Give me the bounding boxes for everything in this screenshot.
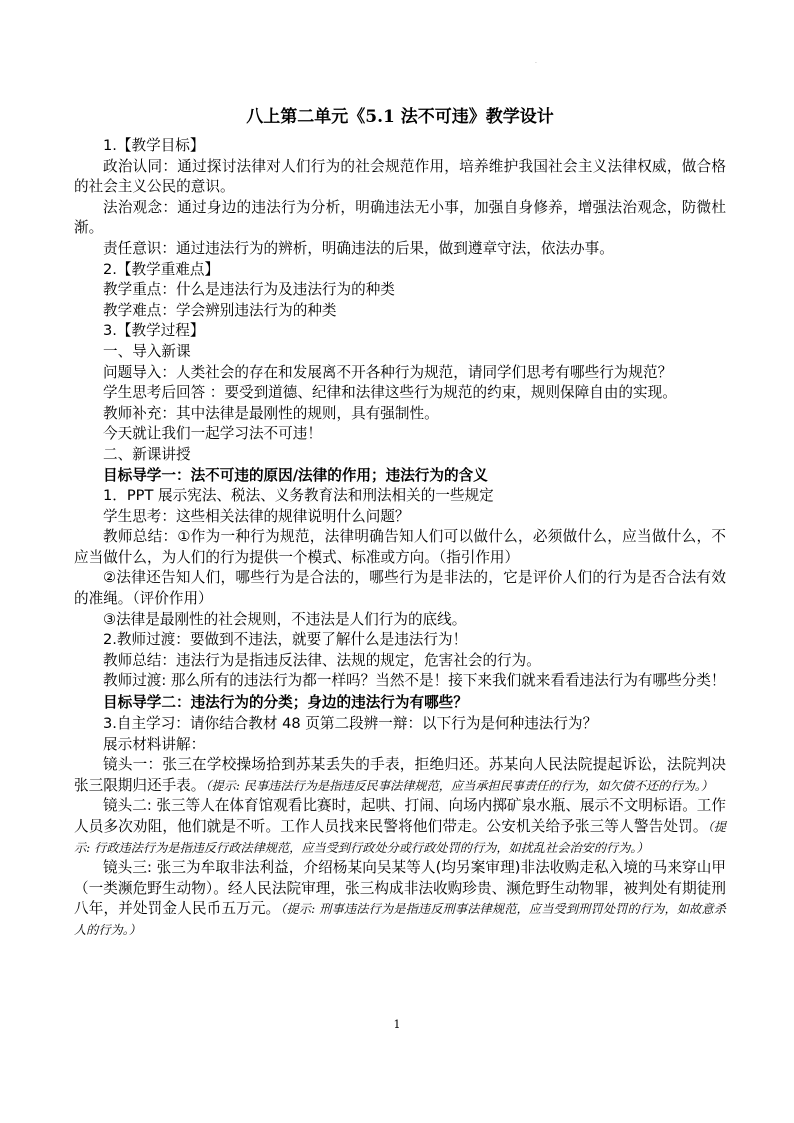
case-two-hint: （提示: 行政违法行为是指违反行政法律规范，应当受到行政处分或行政处罚的行为，如扰乱社会治安的行为。） xyxy=(74,820,726,855)
goal-political: 政治认同：通过探讨法律对人们行为的社会规范作用，培养维护我国社会主义法律权威，做合格的社会主义公民的意识。 xyxy=(74,157,726,196)
guide-one-summary-2: ②法律还告知人们，哪些行为是合法的，哪些行为是非法的，它是评价人们的行为是否合法有效的准绳。（评价作用） xyxy=(74,569,726,608)
intro-teacher: 教师补充：其中法律是最刚性的规则，具有强制性。 xyxy=(103,404,439,422)
case-one-hint: （提示: 民事违法行为是指违反民事法律规范，应当承担民事责任的行为，如欠债不还的行为。） xyxy=(205,778,714,793)
case-one xyxy=(74,755,726,796)
guide-one-summary-3: ③法律是最刚性的社会规则，不违法是人们行为的底线。 xyxy=(103,610,467,628)
intro-answer: 学生思考后回答 ：要受到道德、纪律和法律这些行为规范的约束，规则保障自由的实现。 xyxy=(103,384,677,402)
intro-today: 今天就让我们一起学习法不可违！ xyxy=(103,425,322,443)
keys-heading: 2.【教学重难点】 xyxy=(103,260,220,278)
guide-one-think: 学生思考：这些相关法律的规律说明什么问题？ xyxy=(103,507,410,525)
process-heading: 3.【教学过程】 xyxy=(103,322,205,340)
scan-mark: · xyxy=(535,60,537,67)
difficult-point: 教学难点：学会辨别违法行为的种类 xyxy=(103,301,337,319)
case-three-hint: （提示: 刑事违法行为是指违反刑事法律规范，应当受到刑罚处罚的行为，如故意杀人的行为。） xyxy=(74,902,726,937)
section-new-lesson: 二、新课讲授 xyxy=(103,445,191,463)
guide-two-heading: 目标导学二：违法行为的分类；身边的违法行为有哪些？ xyxy=(103,694,468,712)
case-two-text: 镜头二: 张三等人在体育馆观看比赛时，起哄、打闹、向场内掷矿泉水瓶、展示不文明标语。工作人员多次劝阻，他们就是不听。工作人员找来民警将他们带走。公安机关给予张三等人警告处罚。 xyxy=(74,797,726,835)
document-body xyxy=(74,104,726,941)
guide-two-show: 展示材料讲解： xyxy=(103,735,206,753)
case-three xyxy=(74,858,726,940)
guide-one-definition: 教师总结：违法行为是指违反法律、法规的规定，危害社会的行为。 xyxy=(103,651,541,669)
goals-heading: 1.【教学目标】 xyxy=(103,137,205,154)
guide-one-ppt: 1．PPT 展示宪法、税法、义务教育法和刑法相关的一些规定 xyxy=(103,487,494,505)
goal-responsibility: 责任意识：通过违法行为的辨析，明确违法的后果，做到遵章守法，依法办事。 xyxy=(103,239,614,257)
case-one-text: 镜头一：张三在学校操场拾到苏某丢失的手表，拒绝归还。苏某向人民法院提起诉讼，法院判决张三限期归还手表。 xyxy=(74,756,726,794)
case-two xyxy=(74,796,726,858)
guide-one-transition: 2.教师过渡：要做到不违法，就要了解什么是违法行为！ xyxy=(103,631,468,649)
guide-one-summary-1: 教师总结：①作为一种行为规范，法律明确告知人们可以做什么，必须做什么，应当做什么，不应当做什么，为人们的行为提供一个模式、标准或方向。（指引作用） xyxy=(74,528,726,566)
case-three-text: 镜头三: 张三为牟取非法利益，介绍杨某向吴某等人(均另案审理)非法收购走私入境的马来穿山甲（一类濒危野生动物）。经人民法院审理，张三构成非法收购珍贵、濒危野生动物罪，被判处有期徒刑八年，并处罚金人民币五万元。 xyxy=(74,859,726,918)
page-number: 1 xyxy=(393,1018,401,1031)
guide-two-self-study: 3.自主学习：请你结合教材 48 页第二段辨一辩：以下行为是何种违法行为？ xyxy=(103,715,598,733)
guide-one-transition-2: 教师过渡: 那么所有的违法行为都一样吗？当然不是！接下来我们就来看看违法行为有哪些分类！ xyxy=(103,672,726,690)
goal-rule-of-law: 法治观念：通过身边的违法行为分析，明确违法无小事，加强自身修养，增强法治观念，防微杜渐。 xyxy=(74,198,726,237)
section-intro: 一、导入新课 xyxy=(103,342,191,360)
document-title: 八上第二单元《5.1 法不可违》教学设计 xyxy=(246,107,554,127)
guide-one-heading: 目标导学一：法不可违的原因/法律的作用；违法行为的含义 xyxy=(103,466,488,484)
intro-question: 问题导入：人类社会的存在和发展离不开各种行为规范，请同学们思考有哪些行为规范？ xyxy=(103,363,673,381)
key-point: 教学重点：什么是违法行为及违法行为的种类 xyxy=(103,281,395,299)
